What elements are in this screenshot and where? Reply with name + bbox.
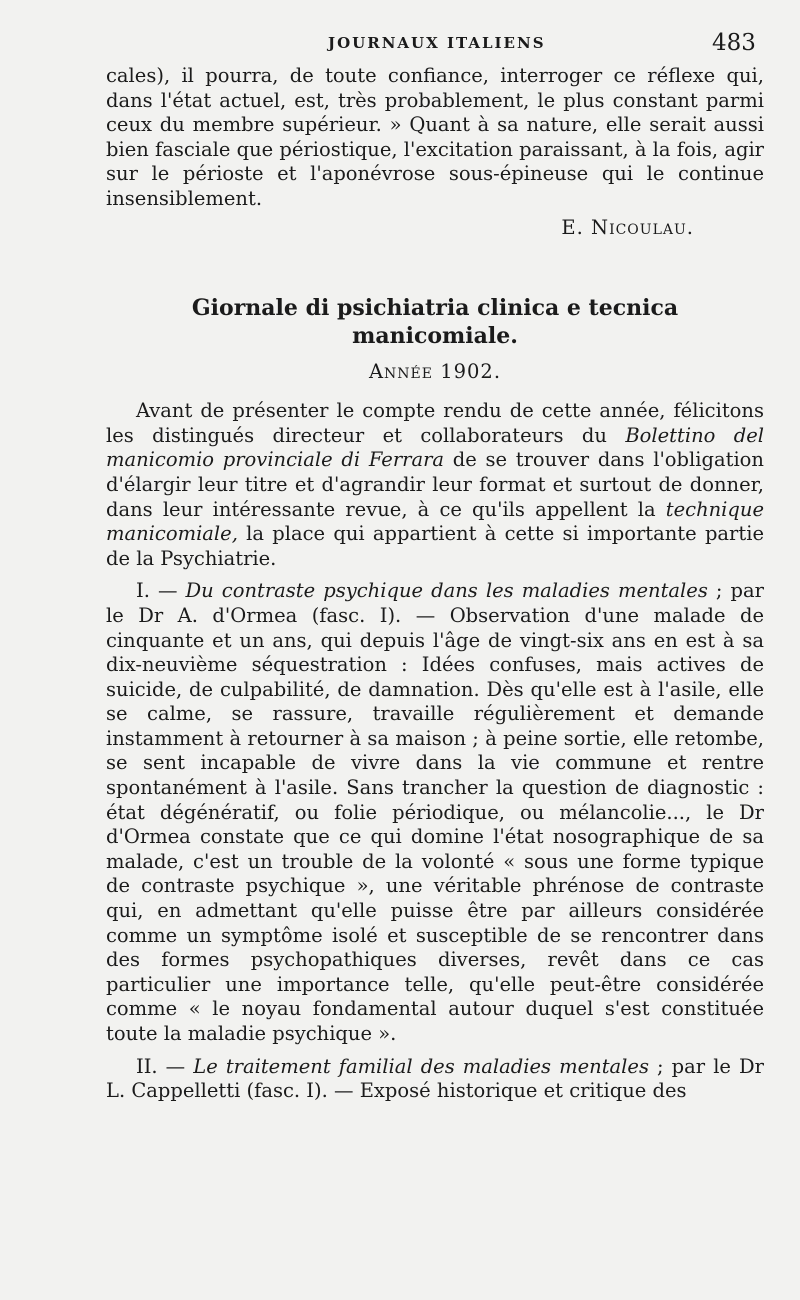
page-number: 483 — [712, 30, 756, 56]
intro-text-1: Avant de présenter le compte rendu de cette année, félicitons les distingués directeur et collaborateurs du — [106, 399, 764, 447]
article-1-paragraph — [106, 579, 764, 1046]
author-signature: E. Nicoulau. — [561, 215, 694, 239]
section-year: Année 1902. — [368, 360, 502, 384]
journal-title: Bolettino del manicomio provinciale di Ferrara — [106, 423, 764, 472]
section-title: Giornale di psichiatria clinica e tecnica manicomiale. — [191, 295, 679, 350]
page-body — [106, 64, 764, 1104]
article-1-number: I. — — [136, 579, 186, 603]
page-header — [0, 30, 800, 62]
article-2-title: Le traitement familial des maladies mentales — [193, 1054, 649, 1078]
continued-paragraph: cales), il pourra, de toute confiance, interroger ce réflexe qui, dans l'état actuel, est, très probablement, le plus constant parmi ceux du membre supérieur. » Quant à sa nature, elle serait aussi bien fasciale que périostique, l'excitation paraissant, à la fois, agir sur le périoste et l'aponévrose sous-épineuse qui le continue insensiblement. — [106, 64, 764, 210]
intro-paragraph — [106, 399, 764, 571]
article-1-body: ; par le Dr A. d'Ormea (fasc. I). — Observation d'une malade de cinquante et un ans, qui depuis l'âge de vingt-six ans en est à sa dix-neuvième séquestration : Idées confuses, mais actives de suicide, de culpabilité, de damnation. Dès qu'elle est à l'asile, elle se calme, se rassure, travaille régulièrement et demande instamment à retourner à sa maison ; à peine sortie, elle retombe, se sent incapable de vivre dans la vie commune et rentre spontanément à l'asile. Sans trancher la question de diagnostic : état dégénératif, ou folie périodique, ou mélancolie..., le Dr d'Ormea constate que ce qui domine l'état nosographique de sa malade, c'est un trouble de la volonté « sous une forme typique de contraste psychique », une véritable phrénose de contraste qui, en admettant qu'elle puisse être par ailleurs considérée comme un symptôme isolé et susceptible de se rencontrer dans des formes psychopathiques diverses, revêt dans ce cas particulier une importance telle, qu'elle peut-être considérée comme « le noyau fondamental autour duquel s'est constituée toute la maladie psychique ». — [106, 579, 764, 1045]
technique-term: technique manicomiale, — [106, 497, 764, 546]
article-2-number: II. — — [136, 1054, 194, 1078]
intro-text-3: la place qui appartient à cette si importante partie de la Psychiatrie. — [106, 522, 764, 570]
article-2-body: ; par le Dr L. Cappelletti (fasc. I). — Exposé historique et critique des — [106, 1054, 764, 1103]
article-1-title: Du contraste psychique dans les maladies mentales — [185, 579, 708, 603]
running-title: JOURNAUX ITALIENS — [328, 34, 546, 52]
intro-text-2: de se trouver dans l'obligation d'élargir leur titre et d'agrandir leur format et surtout de donner, dans leur intéressante revue, à ce qu'ils appellent la — [106, 448, 764, 521]
article-2-paragraph — [106, 1055, 764, 1104]
